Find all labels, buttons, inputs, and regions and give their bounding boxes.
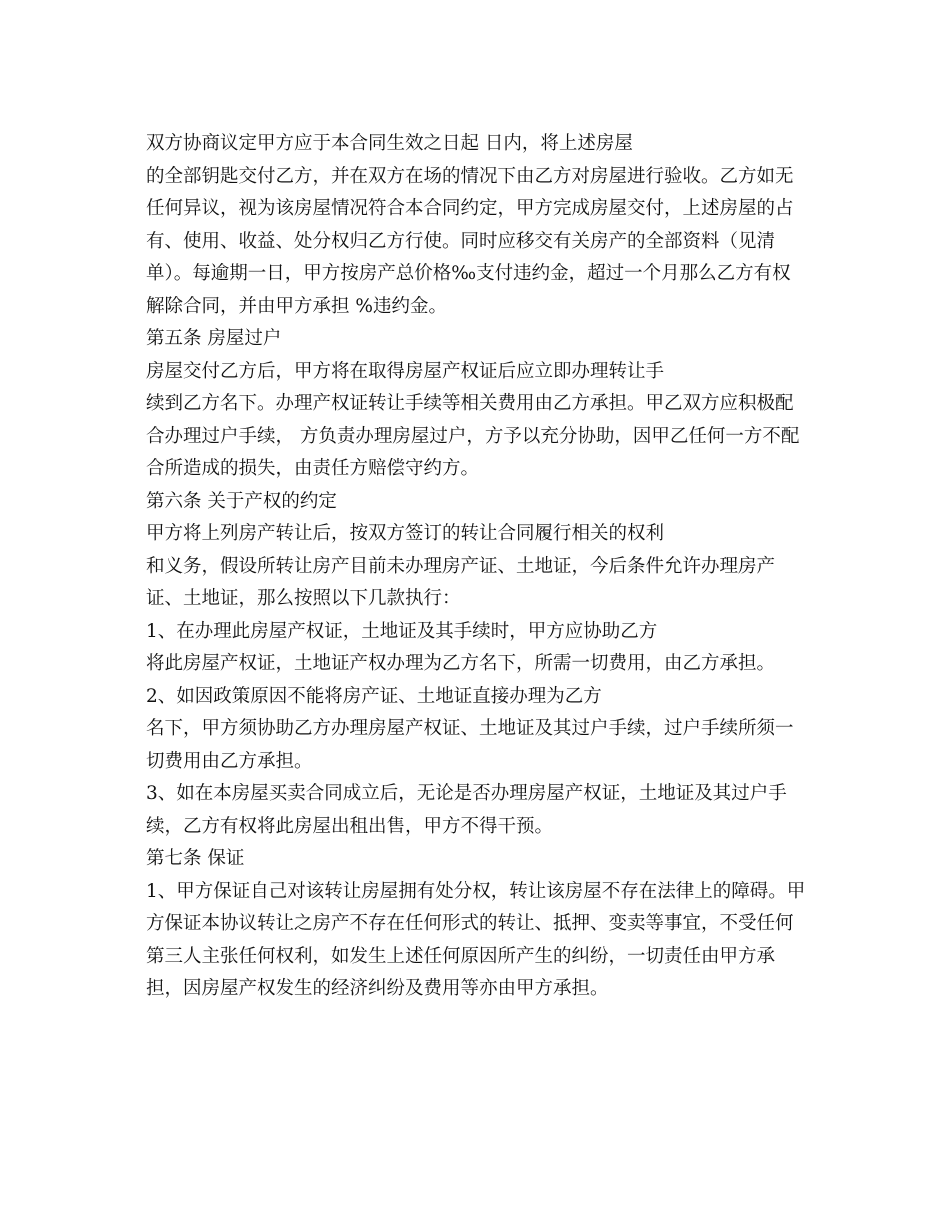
text-line: 1、在办理此房屋产权证，土地证及其手续时，甲方应协助乙方 [146, 620, 658, 642]
text-line: 单）。每逾期一日，甲方按房产总价格‰支付违约金，超过一个月那么乙方有权 [146, 263, 791, 284]
text-line: 有、使用、收益、处分权归乙方行使。同时应移交有关房产的全部资料（见清 [146, 230, 776, 252]
text-line: 任何异议，视为该房屋情况符合本合同约定，甲方完成房屋交付，上述房屋的占 [146, 198, 794, 219]
text-line: 名下，甲方须协助乙方办理房屋产权证、土地证及其过户手续，过户手续所须一 [146, 718, 794, 739]
text-line: 续到乙方名下。办理产权证转让手续等相关费用由乙方承担。甲乙双方应积极配 [146, 393, 794, 414]
contract-text [146, 128, 816, 1006]
text-line: 3、如在本房屋买卖合同成立后，无论是否办理房屋产权证，土地证及其过户手 [146, 783, 787, 804]
text-line: 方保证本协议转让之房产不存在任何形式的转让、抵押、变卖等事宜，不受任何 [146, 913, 794, 934]
section-heading: 第五条 房屋过户 [146, 328, 282, 349]
text-line: 合所造成的损失，由责任方赔偿守约方。 [146, 458, 480, 479]
text-line: 1、甲方保证自己对该转让房屋拥有处分权，转让该房屋不存在法律上的障碍。甲 [146, 880, 806, 902]
text-line: 合办理过户手续， 方负责办理房屋过户，方予以充分协助，因甲乙任何一方不配 [146, 425, 800, 447]
text-line: 第三人主张任何权利，如发生上述任何原因所产生的纠纷，一切责任由甲方承 [146, 945, 776, 967]
text-line: 房屋交付乙方后，甲方将在取得房屋产权证后应立即办理转让手 [146, 360, 665, 382]
text-line: 2、如因政策原因不能将房产证、土地证直接办理为乙方 [146, 685, 602, 707]
text-line: 续，乙方有权将此房屋出租出售，甲方不得干预。 [146, 815, 554, 837]
section-heading: 第六条 关于产权的约定 [146, 490, 337, 512]
text-line: 证、土地证，那么按照以下几款执行： [146, 588, 461, 609]
text-line: 切费用由乙方承担。 [146, 750, 313, 772]
section-heading: 第七条 保证 [146, 848, 245, 869]
text-line: 的全部钥匙交付乙方，并在双方在场的情况下由乙方对房屋进行验收。乙方如无 [146, 165, 794, 187]
text-line: 解除合同，并由甲方承担 %违约金。 [146, 295, 447, 317]
text-line: 双方协商议定甲方应于本合同生效之日起 日内，将上述房屋 [146, 133, 633, 154]
text-line: 将此房屋产权证，土地证产权办理为乙方名下，所需一切费用，由乙方承担。 [146, 653, 776, 674]
text-line: 和义务，假设所转让房产目前未办理房产证、土地证，今后条件允许办理房产 [146, 555, 776, 577]
text-line: 担，因房屋产权发生的经济纠纷及费用等亦由甲方承担。 [146, 978, 609, 999]
text-line: 甲方将上列房产转让后，按双方签订的转让合同履行相关的权利 [146, 523, 665, 544]
